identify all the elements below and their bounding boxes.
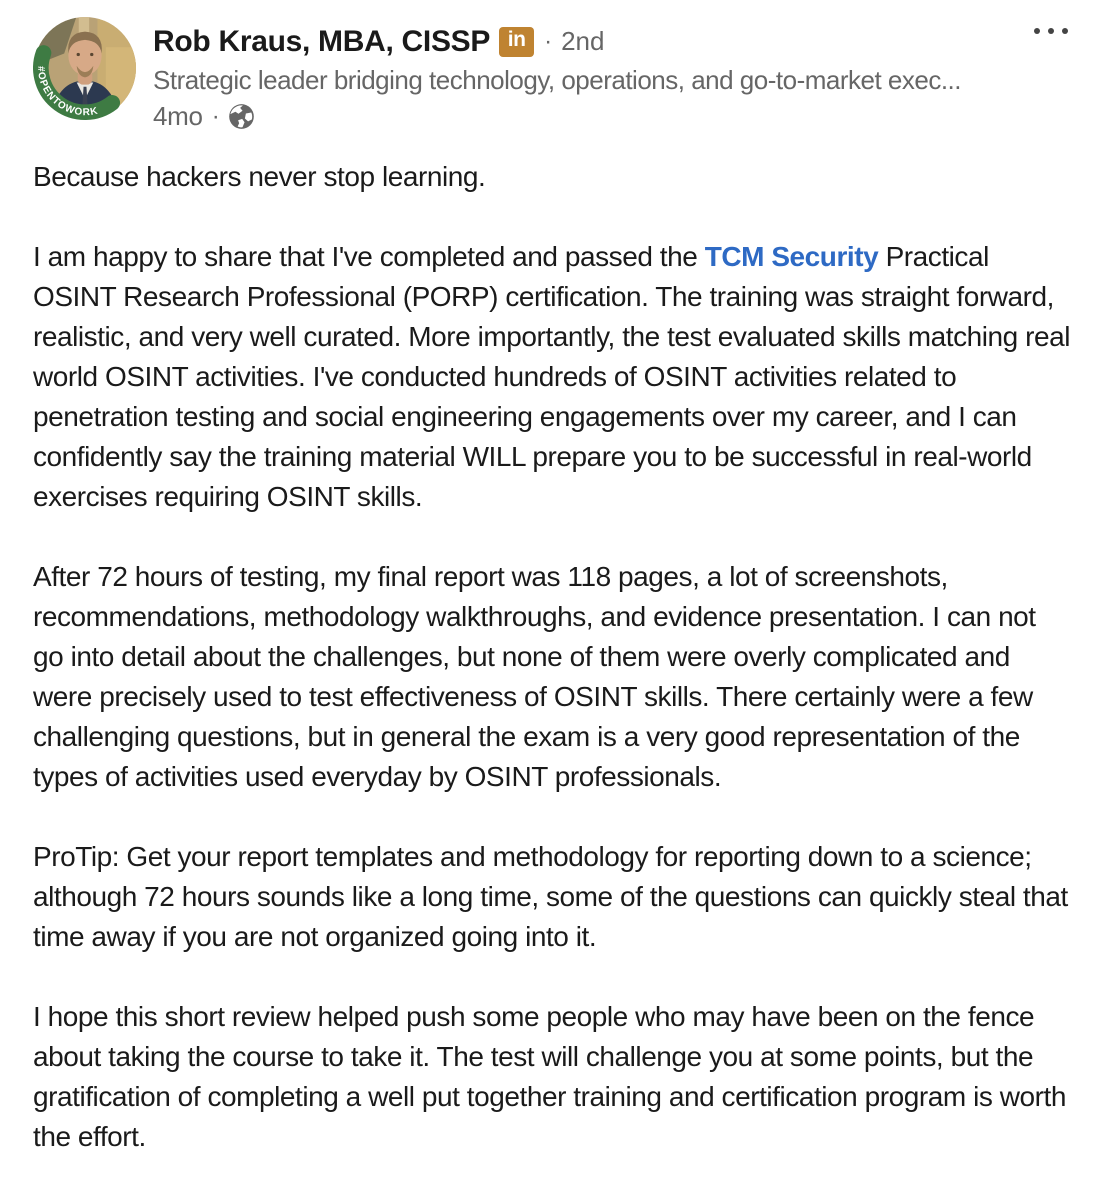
linkedin-premium-badge: in [499,27,534,57]
avatar-photo [33,16,137,120]
dot-separator: · [544,27,553,55]
post-paragraph: After 72 hours of testing, my final report was 118 pages, a lot of screenshots, recommendations, methodology walkthroughs, and evidence presentation. I can not go into detail about the challenges, but none of them were overly complicated and were precisely used to test effectiveness of OSINT skills. There certainly were a few challenging questions, but in general the exam is a very good representation of the types of activities used everyday by OSINT professionals. [33,561,1036,792]
post-body [33,157,1072,1157]
post-header [33,16,1072,132]
post-paragraph: Because hackers never stop learning. [33,161,486,192]
post-paragraph: ProTip: Get your report templates and methodology for reporting down to a science; although 72 hours sounds like a long time, some of the questions can quickly steal that time away if you are not organized going into it. [33,841,1068,952]
author-name-row [153,25,961,58]
paragraph-text: I am happy to share that I've completed and passed the [33,241,705,272]
post-paragraph: I hope this short review helped push some people who may have been on the fence about taking the course to take it. The test will challenge you at some points, but the gratification of completing a well put together training and certification program is worth the effort. [33,1001,1066,1152]
ellipsis-dot [1062,28,1068,34]
ellipsis-dot [1034,28,1040,34]
author-info [153,16,961,132]
dot-separator: · [211,102,220,130]
ellipsis-dot [1048,28,1054,34]
paragraph-text: Practical OSINT Research Professional (PORP) certification. The training was straight forward, realistic, and very well curated. More importantly, the test evaluated skills matching real world OSINT activities. I've conducted hundreds of OSINT activities related to penetration testing and social engineering engagements over my career, and I can confidently say the training material WILL prepare you to be successful in real-world exercises requiring OSINT skills. [33,241,1070,512]
tcm-security-link[interactable]: TCM Security [704,241,879,272]
post-timestamp: 4mo [153,101,203,131]
connection-degree [544,26,604,57]
open-to-work-label: #OPENTOWORK [34,65,100,119]
globe-icon [228,103,255,130]
author-name[interactable]: Rob Kraus, MBA, CISSP [153,25,491,58]
author-avatar[interactable] [33,16,137,120]
degree-label: 2nd [561,26,605,56]
post-meta-row [153,101,961,132]
more-options-button[interactable] [1024,18,1078,44]
author-headline: Strategic leader bridging technology, operations, and go-to-market exec... [153,65,961,95]
post-paragraph [33,237,1072,517]
